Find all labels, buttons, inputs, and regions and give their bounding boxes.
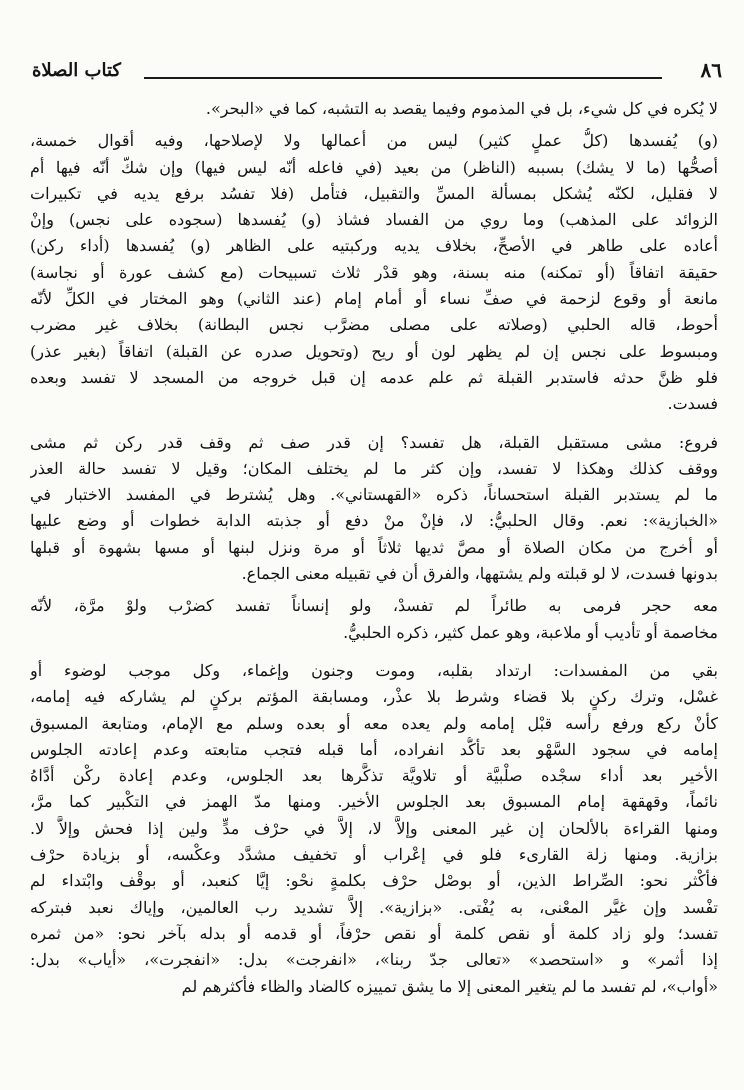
page-number: ٨٦ [700, 58, 722, 82]
text-line: أصحُّها (ما لا يشك) بسببه (الناظر) من بعيد (في فاعله أنّه ليس فيها) وإن شكّ أنّه فيها أم [30, 157, 718, 177]
paragraph [30, 658, 718, 1000]
text-line: غسْل، وترك ركنٍ بلا قضاء وشرط بلا عذْر، ومسابقة المؤتم بركنٍ لم يشاركه فيه إمامه، [30, 687, 718, 707]
text-line: بزازية. ومنها زلة القارىء فلو في إعْراب أو تخفيف مشدَّد وعكْسه، أو بزيادة حرْف [30, 845, 718, 865]
text-line: ومنها القراءة بالألحان إن غير المعنى وإلاَّ لا، إلاَّ في حرْف مدٍّ ولين إذا فحش وإلاَّ لا. [30, 818, 718, 838]
text-line: (و) يُفسدها (كلُّ عملٍ كثير) ليس من أعمالها ولا لإصلاحها، وفيه أقوال خمسة، [30, 131, 718, 151]
text-line: فلو ظنَّ حدثه فاستدبر القبلة ثم علم عدمه إن قبل خروجه من المسجد لا تفسد وبعده [30, 367, 718, 387]
text-line: أو أخرج من مكان الصلاة أو مصَّ ثديها ثلاثاً أو مرة ونزل لبنها أو مسها بشهوة أو قبلها [30, 537, 718, 557]
text-line: ما لم يستدبر القبلة استحساناً، ذكره «القهستاني». وهل يُشترط في المفسد الاختبار في [30, 485, 718, 505]
text-line: كأنْ ركع ورفع رأسه قبْل إمامه ولم يعده معه أو بعده وسلم مع الإمام، ومتابعة المسبوق [30, 713, 718, 733]
text-line: فروع: مشى مستقبل القبلة، هل تفسد؟ إن قدر صف ثم وقف قدر ركن ثم مشى [30, 432, 718, 452]
paragraph [30, 430, 718, 588]
running-title: كتاب الصلاة [32, 60, 121, 81]
text-line: تفسد؛ ولو زاد كلمة أو نقص كلمة أو نقص حرْفاً، أو قدمه أو بدله بآخر نحو: «من ثمره [30, 923, 718, 943]
text-line: أحوط، قاله الحلبي (وصلاته على مصلى مضرَّب نجس البطانة) بخلاف غير مضرب [30, 315, 718, 335]
text-line: الأخير بعد أداء سجْده صلْبيَّة أو تلاويَّة تذكَّرها بعد الجلوس، وعدم إعادة ركْن أدَّاهُ [30, 766, 718, 786]
text-line: فسدت. [667, 394, 718, 414]
text-line: حقيقة اتفاقاً (أو تمكنه) منه بسنة، وهو قدْر ثلاث تسبيحات (مع كشف عورة أو نجاسة) [30, 262, 718, 282]
text-line: «أواب»، لم تفسد ما لم يتغير المعنى إلا ما يشق تمييزه كالضاد والظاء فأكثرهم لم [181, 976, 718, 996]
text-line: تفْسد وإن غيَّر المعْنى، به يُفْتى. «بزازية». إلاَّ تشديد رب العالمين، وإياك نعبد فبتركه [30, 897, 718, 917]
text-line: فأكْثر نحو: الصِّراط الذين، أو بوصْل حرْف بكلمةٍ نحْو: إيَّا كنعبد، أو بوقْف وابْتداء لم [30, 871, 718, 891]
text-line: «الخبازية»: نعم. وقال الحلبيُّ: لا، فإنْ منْ دفع أو جذبته الدابة خطوات أو وضع عليها [30, 511, 718, 531]
text-line: نائماً، وقهقهة إمام المسبوق بعد الجلوس الأخير. ومنها مدّ الهمز في التكْبير كما مرَّ، [30, 792, 718, 812]
text-line: لا يُكره في كل شيء، بل في المذموم وفيما يقصد به التشبه، كما في «البحر». [205, 99, 718, 118]
paragraph [30, 593, 718, 646]
page-header [32, 58, 722, 88]
paragraph [30, 128, 718, 417]
text-line: ووقف كذلك وهكذا لا تفسد، وإن كثر ما لم يختلف المكان؛ وقيل لا تفسد حالة العذر [30, 458, 718, 478]
body-text [30, 96, 718, 1006]
text-line: مانعة أو وقوع لزحمة في صفِّ نساء أو أمام إمام (عند الثاني) وهو المختار في الكلِّ لأنّه [30, 289, 718, 309]
header-rule [144, 77, 662, 79]
text-line: لا فقليل، لكنّه يُشكل بمسألة المسِّ والتقبيل، فتأمل (فلا تفسُد برفع يديه في تكبيرات [30, 183, 718, 203]
paragraph [30, 96, 718, 122]
text-line: إذا أثمر» و «استحصد» «تعالى جدّ ربنا»، «انفرجت» بدل: «انفجرت»، «أياب» بدل: [30, 950, 718, 970]
text-line: الزوائد على المذهب) وما روي من الفساد فشاذ (و) يُفسدها (سجوده على نجس) وإنْ [30, 210, 718, 230]
text-line: أعاده على طاهر في الأصحِّ، بخلاف يديه وركبتيه على الظاهر (و) يُفسدها (أداء ركن) [30, 236, 718, 256]
text-line: إمامه في سجود السَّهْو بعد تأكُّد انفراده، أما قبله فتجب متابعته وعدم إعادته الجلوس [30, 739, 718, 759]
text-line: ومبسوط على نجس إن لم يظهر لون أو ريح (وتحويل صدره عن القبلة) اتفاقاً (بغير عذر) [30, 341, 718, 361]
text-line: بدونها فسدت، لا لو قبلته ولم يشتهها، والفرق أن في تقبيله معنى الجماع. [241, 564, 718, 584]
text-line: معه حجر فرمى به طائراً لم تفسدْ، ولو إنساناً تفسد كضرْب ولوْ مرَّة، لأنّه [30, 596, 718, 616]
text-line: مخاصمة أو تأديب أو ملاعبة، وهو عمل كثير، ذكره الحلبيُّ. [343, 622, 718, 642]
text-line: بقي من المفسدات: ارتداد بقلبه، وموت وجنون وإغماء، وكل موجب لوضوء أو [30, 660, 718, 680]
